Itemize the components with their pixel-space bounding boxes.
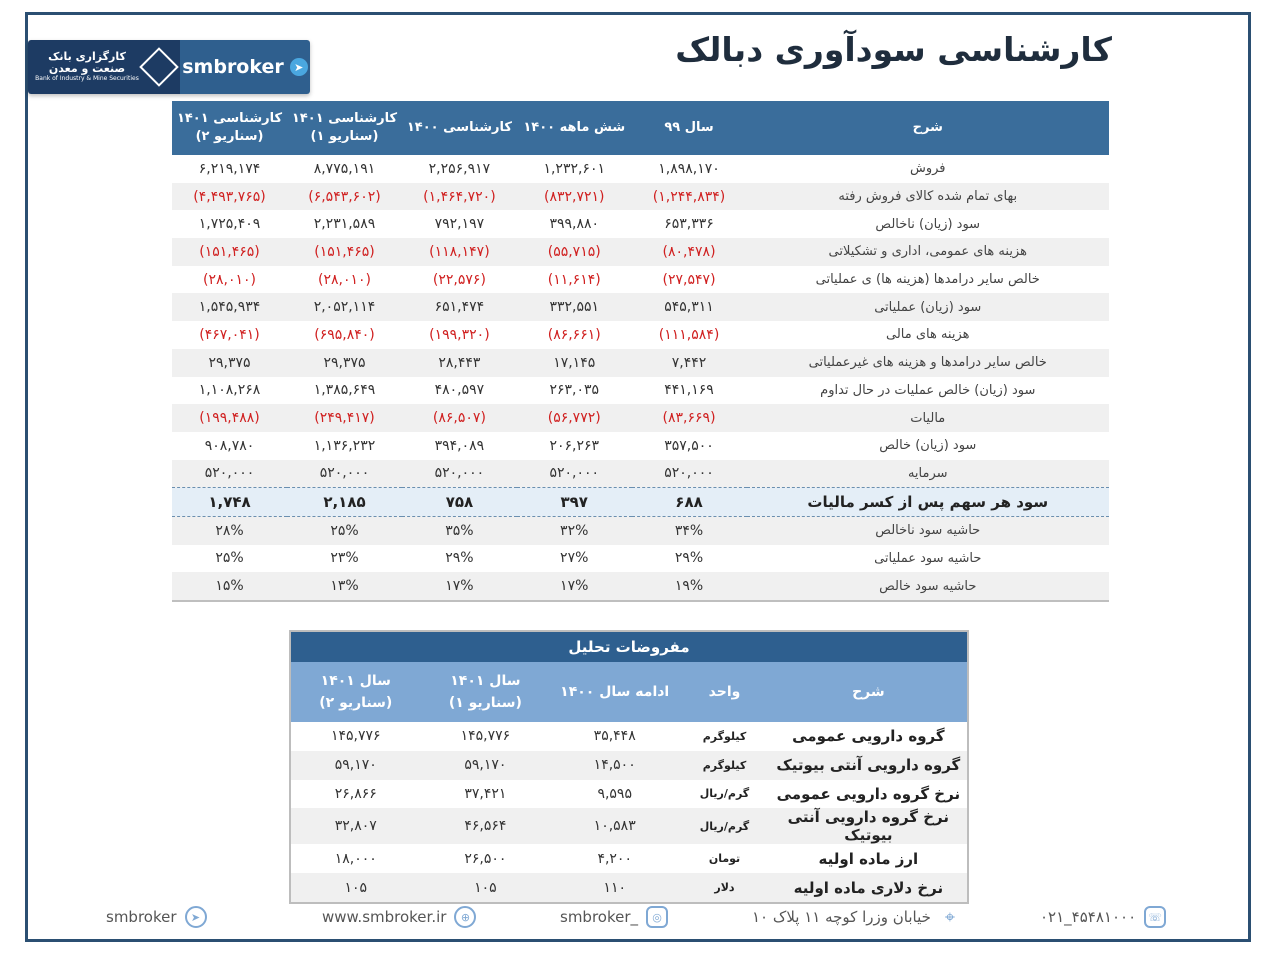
assumption-value: ۳۷,۴۲۱ [421,780,551,809]
bank-logo [28,40,180,94]
assumption-label: گروه دارویی عمومی [770,722,968,751]
table-row [172,210,1109,238]
cell-value: ۲۰۶,۲۶۳ [517,432,632,460]
table-row [172,460,1109,488]
assumption-unit: کیلوگرم [679,722,769,751]
instagram-icon: ◎ [646,906,668,928]
globe-icon: ⊕ [454,906,476,928]
cell-value: ۱,۱۳۶,۲۳۲ [287,432,402,460]
cell-value: ۶۵۱,۴۷۴ [402,293,517,321]
location-icon: ⌖ [944,906,955,928]
cell-value: ۳۹۹,۸۸۰ [517,210,632,238]
cell-value: ۶۸۸ [632,488,747,517]
assumptions-header-row [290,662,968,722]
cell-value: ۱۳% [287,572,402,601]
footer [0,900,1280,940]
row-label: حاشیه سود عملیاتی [747,545,1110,573]
cell-value: ۲۵% [287,516,402,544]
cell-value: (۸۳,۶۶۹) [632,404,747,432]
a-col-header-unit: واحد [679,662,769,722]
cell-value: (۱,۲۴۴,۸۳۴) [632,183,747,211]
assumptions-table [289,630,969,904]
cell-value: (۱۱۱,۵۸۴) [632,321,747,349]
row-label: حاشیه سود ناخالص [747,516,1110,544]
col-header-est1400: کارشناسی ۱۴۰۰ [402,101,517,155]
row-label: هزینه های مالی [747,321,1110,349]
bank-name-line1: کارگزاری بانک [48,50,126,63]
table-row [290,873,968,903]
assumption-unit: گرم/ریال [679,808,769,844]
cell-value: ۱۹% [632,572,747,601]
cell-value: ۱,۸۹۸,۱۷۰ [632,155,747,183]
table-row [172,266,1109,294]
website-link[interactable]: www.smbroker.ir [322,908,447,926]
smbroker-badge [180,40,310,94]
footer-phone[interactable] [1040,906,1166,928]
cell-value: ۲,۲۳۱,۵۸۹ [287,210,402,238]
page-title: کارشناسی سودآوری دبالک [675,30,1112,69]
footer-website[interactable] [322,906,476,928]
cell-value: ۲۹,۳۷۵ [287,349,402,377]
table-row [290,751,968,780]
bank-emblem-icon [139,47,179,87]
cell-value: ۳۴% [632,516,747,544]
table-row [172,349,1109,377]
row-label: حاشیه سود خالص [747,572,1110,601]
assumption-label: نرخ گروه دارویی آنتی بیوتیک [770,808,968,844]
phone-number: ۰۲۱_۴۵۴۸۱۰۰۰ [1040,908,1137,926]
col-header-description: شرح [747,101,1110,155]
cell-value: ۱,۵۴۵,۹۳۴ [172,293,287,321]
cell-value: (۸۳۲,۷۲۱) [517,183,632,211]
footer-address [752,906,961,928]
cell-value: ۲,۱۸۵ [287,488,402,517]
cell-value: (۸۶,۶۶۱) [517,321,632,349]
col-header-year99: سال ۹۹ [632,101,747,155]
assumption-value: ۵۹,۱۷۰ [290,751,421,780]
footer-instagram[interactable] [560,906,668,928]
cell-value: (۱۹۹,۴۸۸) [172,404,287,432]
cell-value: (۵۶,۷۷۲) [517,404,632,432]
cell-value: ۳۹۷ [517,488,632,517]
cell-value: ۷۹۲,۱۹۷ [402,210,517,238]
row-label: فروش [747,155,1110,183]
table-header-row [172,101,1109,155]
a-col-header-1401-s2: سال ۱۴۰۱ (سناریو ۲) [290,662,421,722]
assumption-value: ۱۱۰ [550,873,679,903]
cell-value: ۲۹% [632,545,747,573]
cell-value: ۳۲% [517,516,632,544]
cell-value: (۴۶۷,۰۴۱) [172,321,287,349]
table-row [172,155,1109,183]
cell-value: ۲۹% [402,545,517,573]
assumption-unit: کیلوگرم [679,751,769,780]
table-row [172,516,1109,544]
table-row [172,404,1109,432]
cell-value: ۶۵۳,۳۳۶ [632,210,747,238]
cell-value: ۵۲۰,۰۰۰ [402,460,517,488]
cell-value: ۳۵۷,۵۰۰ [632,432,747,460]
cell-value: (۸۶,۵۰۷) [402,404,517,432]
a-col-header-1401-s1: سال ۱۴۰۱ (سناریو ۱) [421,662,551,722]
cell-value: (۱۵۱,۴۶۵) [172,238,287,266]
cell-value: ۱,۱۰۸,۲۶۸ [172,377,287,405]
cell-value: (۲۸,۰۱۰) [172,266,287,294]
cell-value: ۵۲۰,۰۰۰ [517,460,632,488]
cell-value: (۱۱۸,۱۴۷) [402,238,517,266]
row-label: هزینه های عمومی، اداری و تشکیلاتی [747,238,1110,266]
table-row [172,293,1109,321]
cell-value: ۹۰۸,۷۸۰ [172,432,287,460]
table-row [172,321,1109,349]
cell-value: ۲,۲۵۶,۹۱۷ [402,155,517,183]
table-row [172,545,1109,573]
cell-value: ۶,۲۱۹,۱۷۴ [172,155,287,183]
row-label: خالص سایر درامدها (هزینه ها) ی عملیاتی [747,266,1110,294]
assumption-unit: گرم/ریال [679,780,769,809]
brand-name: smbroker [182,56,284,78]
col-header-est1401-s2: کارشناسی ۱۴۰۱ (سناریو ۲) [172,101,287,155]
cell-value: ۴۴۱,۱۶۹ [632,377,747,405]
a-col-header-rest1400: ادامه سال ۱۴۰۰ [550,662,679,722]
cell-value: (۶۹۵,۸۴۰) [287,321,402,349]
bank-name-line2: صنعت و معدن [48,62,126,75]
telegram-handle: smbroker [106,908,177,926]
address-text: خیابان وزرا کوچه ۱۱ پلاک ۱۰ [752,908,931,926]
row-label: سود (زیان) خالص [747,432,1110,460]
cell-value: ۱,۲۳۲,۶۰۱ [517,155,632,183]
cell-value: ۱,۳۸۵,۶۴۹ [287,377,402,405]
assumption-value: ۱۴,۵۰۰ [550,751,679,780]
assumption-value: ۴,۲۰۰ [550,844,679,873]
telegram-icon: ➤ [185,906,207,928]
assumption-value: ۵۹,۱۷۰ [421,751,551,780]
row-label: سود (زیان) عملیاتی [747,293,1110,321]
cell-value: (۲۴۹,۴۱۷) [287,404,402,432]
table-row [172,488,1109,517]
cell-value: (۸۰,۴۷۸) [632,238,747,266]
cell-value: ۱۷% [402,572,517,601]
assumption-value: ۱۰۵ [421,873,551,903]
cell-value: (۲۸,۰۱۰) [287,266,402,294]
assumption-value: ۳۲,۸۰۷ [290,808,421,844]
table-row [172,432,1109,460]
cell-value: ۸,۷۷۵,۱۹۱ [287,155,402,183]
cell-value: (۶,۵۴۳,۶۰۲) [287,183,402,211]
assumptions-caption-row [290,631,968,662]
cell-value: ۵۲۰,۰۰۰ [172,460,287,488]
cell-value: ۱۵% [172,572,287,601]
cell-value: ۵۲۰,۰۰۰ [632,460,747,488]
cell-value: ۷,۴۴۲ [632,349,747,377]
assumption-value: ۱۴۵,۷۷۶ [290,722,421,751]
assumption-value: ۹,۵۹۵ [550,780,679,809]
assumption-value: ۱۸,۰۰۰ [290,844,421,873]
row-label: سود (زیان) خالص عملیات در حال تداوم [747,377,1110,405]
table-row [172,183,1109,211]
cell-value: ۲۸% [172,516,287,544]
profitability-table [172,101,1109,602]
cell-value: ۲۹,۳۷۵ [172,349,287,377]
cell-value: ۲۷% [517,545,632,573]
cell-value: ۲۵% [172,545,287,573]
cell-value: ۵۲۰,۰۰۰ [287,460,402,488]
cell-value: ۱,۷۲۵,۴۰۹ [172,210,287,238]
row-label: سرمایه [747,460,1110,488]
assumption-value: ۳۵,۴۴۸ [550,722,679,751]
assumptions-caption: مفروضات تحلیل [290,631,968,662]
col-header-6m1400: شش ماهه ۱۴۰۰ [517,101,632,155]
cell-value: ۲۸,۴۴۳ [402,349,517,377]
cell-value: ۲۶۳,۰۳۵ [517,377,632,405]
table-row [290,780,968,809]
assumption-value: ۲۶,۸۶۶ [290,780,421,809]
row-label: مالیات [747,404,1110,432]
table-row [172,377,1109,405]
cell-value: (۵۵,۷۱۵) [517,238,632,266]
cell-value: ۲,۰۵۲,۱۱۴ [287,293,402,321]
cell-value: (۱۱,۶۱۴) [517,266,632,294]
bank-name-line3: Bank of Industry & Mine Securities [35,75,139,82]
col-header-est1401-s1: کارشناسی ۱۴۰۱ (سناریو ۱) [287,101,402,155]
cell-value: ۳۳۲,۵۵۱ [517,293,632,321]
instagram-handle: smbroker_ [560,908,639,926]
cell-value: ۱۷,۱۴۵ [517,349,632,377]
cell-value: ۲۳% [287,545,402,573]
assumption-label: نرخ گروه دارویی عمومی [770,780,968,809]
row-label: سود (زیان) ناخالص [747,210,1110,238]
assumption-label: ارز ماده اولیه [770,844,968,873]
assumption-value: ۱۰۵ [290,873,421,903]
assumption-label: نرخ دلاری ماده اولیه [770,873,968,903]
cell-value: ۷۵۸ [402,488,517,517]
cell-value: ۵۴۵,۳۱۱ [632,293,747,321]
cell-value: (۲۷,۵۴۷) [632,266,747,294]
assumption-unit: تومان [679,844,769,873]
row-label: بهای تمام شده کالای فروش رفته [747,183,1110,211]
row-label: سود هر سهم پس از کسر مالیات [747,488,1110,517]
cell-value: ۴۸۰,۵۹۷ [402,377,517,405]
cell-value: (۲۲,۵۷۶) [402,266,517,294]
assumption-value: ۱۴۵,۷۷۶ [421,722,551,751]
cell-value: ۳۹۴,۰۸۹ [402,432,517,460]
table-row [290,844,968,873]
assumption-unit: دلار [679,873,769,903]
phone-icon: ☏ [1144,906,1166,928]
cell-value: (۱۹۹,۳۲۰) [402,321,517,349]
cell-value: (۴,۴۹۳,۷۶۵) [172,183,287,211]
cell-value: ۱,۷۴۸ [172,488,287,517]
brand-banner[interactable] [28,40,310,94]
cell-value: ۳۵% [402,516,517,544]
cell-value: (۱۵۱,۴۶۵) [287,238,402,266]
assumption-value: ۱۰,۵۸۳ [550,808,679,844]
telegram-icon: ➤ [290,58,308,76]
table-row [290,808,968,844]
assumption-value: ۲۶,۵۰۰ [421,844,551,873]
table-row [172,238,1109,266]
a-col-header-description: شرح [770,662,968,722]
table-row [172,572,1109,601]
cell-value: (۱,۴۶۴,۷۲۰) [402,183,517,211]
footer-telegram[interactable] [106,906,207,928]
cell-value: ۱۷% [517,572,632,601]
assumption-value: ۴۶,۵۶۴ [421,808,551,844]
assumption-label: گروه دارویی آنتی بیوتیک [770,751,968,780]
row-label: خالص سایر درامدها و هزینه های غیرعملیاتی [747,349,1110,377]
table-row [290,722,968,751]
